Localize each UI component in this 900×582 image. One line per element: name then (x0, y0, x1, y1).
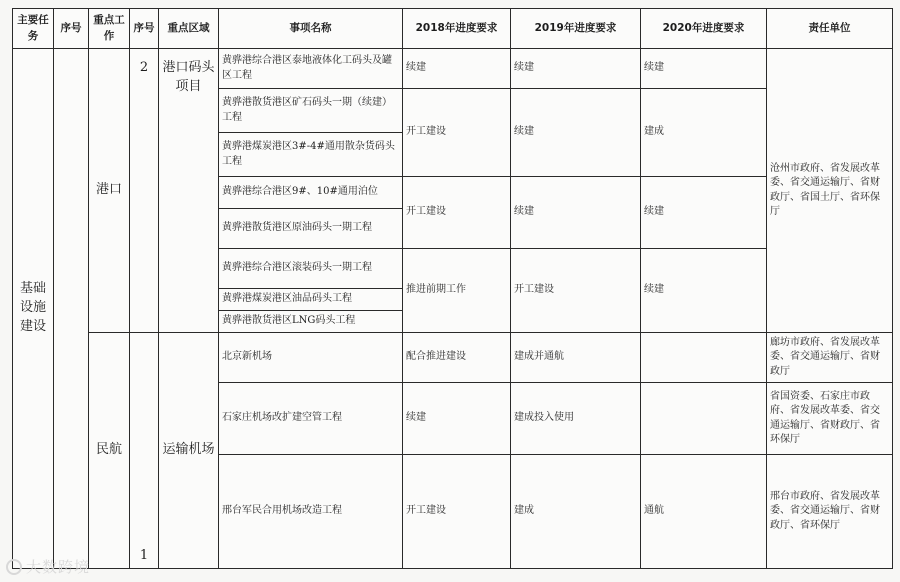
header-responsible: 责任单位 (767, 9, 893, 49)
item-name-cell: 邢台军民合用机场改造工程 (219, 455, 403, 569)
req-2020-cell: 通航 (641, 455, 767, 569)
seq-cell (54, 49, 89, 569)
item-name-cell: 黄骅港煤炭港区3#-4#通用散杂货码头工程 (219, 133, 403, 177)
header-key-work: 重点工作 (89, 9, 130, 49)
req-2018-cell: 开工建设 (403, 89, 511, 177)
item-name-cell: 北京新机场 (219, 333, 403, 383)
item-name-cell: 黄骅港综合港区泰地液体化工码头及罐区工程 (219, 49, 403, 89)
item-name-cell: 黄骅港综合港区9#、10#通用泊位 (219, 177, 403, 209)
header-seq: 序号 (54, 9, 89, 49)
item-name-cell: 黄骅港综合港区滚装码头一期工程 (219, 249, 403, 289)
req-2020-cell: 续建 (641, 49, 767, 89)
req-2018-cell: 配合推进建设 (403, 333, 511, 383)
watermark-logo-icon (6, 559, 22, 575)
req-2018-cell: 开工建设 (403, 455, 511, 569)
watermark (6, 556, 90, 577)
req-2018-cell: 续建 (403, 383, 511, 455)
req-2018-cell: 续建 (403, 49, 511, 89)
header-row (13, 9, 893, 49)
key-work-aviation: 民航 (89, 333, 130, 569)
key-work-port: 港口 (89, 49, 130, 333)
item-name-cell: 黄骅港煤炭港区油品码头工程 (219, 289, 403, 311)
header-main-task: 主要任务 (13, 9, 54, 49)
item-name-cell: 石家庄机场改扩建空管工程 (219, 383, 403, 455)
req-2019-cell: 开工建设 (511, 249, 641, 333)
req-2020-cell (641, 383, 767, 455)
header-seq-2: 序号 (130, 9, 159, 49)
table-row (13, 333, 893, 383)
seq2-port: 2 (130, 49, 159, 333)
req-2020-cell: 续建 (641, 249, 767, 333)
req-2018-cell: 推进前期工作 (403, 249, 511, 333)
responsible-cell: 省国资委、石家庄市政府、省发展改革委、省交通运输厅、省财政厅、省环保厅 (767, 383, 893, 455)
header-2019: 2019年进度要求 (511, 9, 641, 49)
item-name-cell: 黄骅港散货港区原油码头一期工程 (219, 209, 403, 249)
req-2020-cell: 建成 (641, 89, 767, 177)
req-2019-cell: 建成投入使用 (511, 383, 641, 455)
responsible-cell: 廊坊市政府、省发展改革委、省交通运输厅、省财政厅 (767, 333, 893, 383)
project-table (12, 8, 893, 569)
watermark-text: 大数跨境 (26, 558, 91, 576)
header-key-area: 重点区域 (159, 9, 219, 49)
req-2019-cell: 续建 (511, 49, 641, 89)
key-area-aviation: 运输机场 (159, 333, 219, 569)
req-2018-cell: 开工建设 (403, 177, 511, 249)
header-2020: 2020年进度要求 (641, 9, 767, 49)
header-2018: 2018年进度要求 (403, 9, 511, 49)
key-area-port: 港口码头项目 (159, 49, 219, 333)
req-2019-cell: 续建 (511, 177, 641, 249)
item-name-cell: 黄骅港散货港区矿石码头一期（续建）工程 (219, 89, 403, 133)
responsible-cell: 邢台市政府、省发展改革委、省交通运输厅、省财政厅、省环保厅 (767, 455, 893, 569)
req-2020-cell (641, 333, 767, 383)
responsible-port: 沧州市政府、省发展改革委、省交通运输厅、省财政厅、省国土厅、省环保厅 (767, 49, 893, 333)
item-name-cell: 黄骅港散货港区LNG码头工程 (219, 311, 403, 333)
table-row (13, 49, 893, 89)
req-2019-cell: 建成并通航 (511, 333, 641, 383)
main-task-cell: 基础设施建设 (13, 49, 54, 569)
req-2019-cell: 建成 (511, 455, 641, 569)
header-item-name: 事项名称 (219, 9, 403, 49)
req-2019-cell: 续建 (511, 89, 641, 177)
seq2-aviation: 1 (130, 333, 159, 569)
req-2020-cell: 续建 (641, 177, 767, 249)
